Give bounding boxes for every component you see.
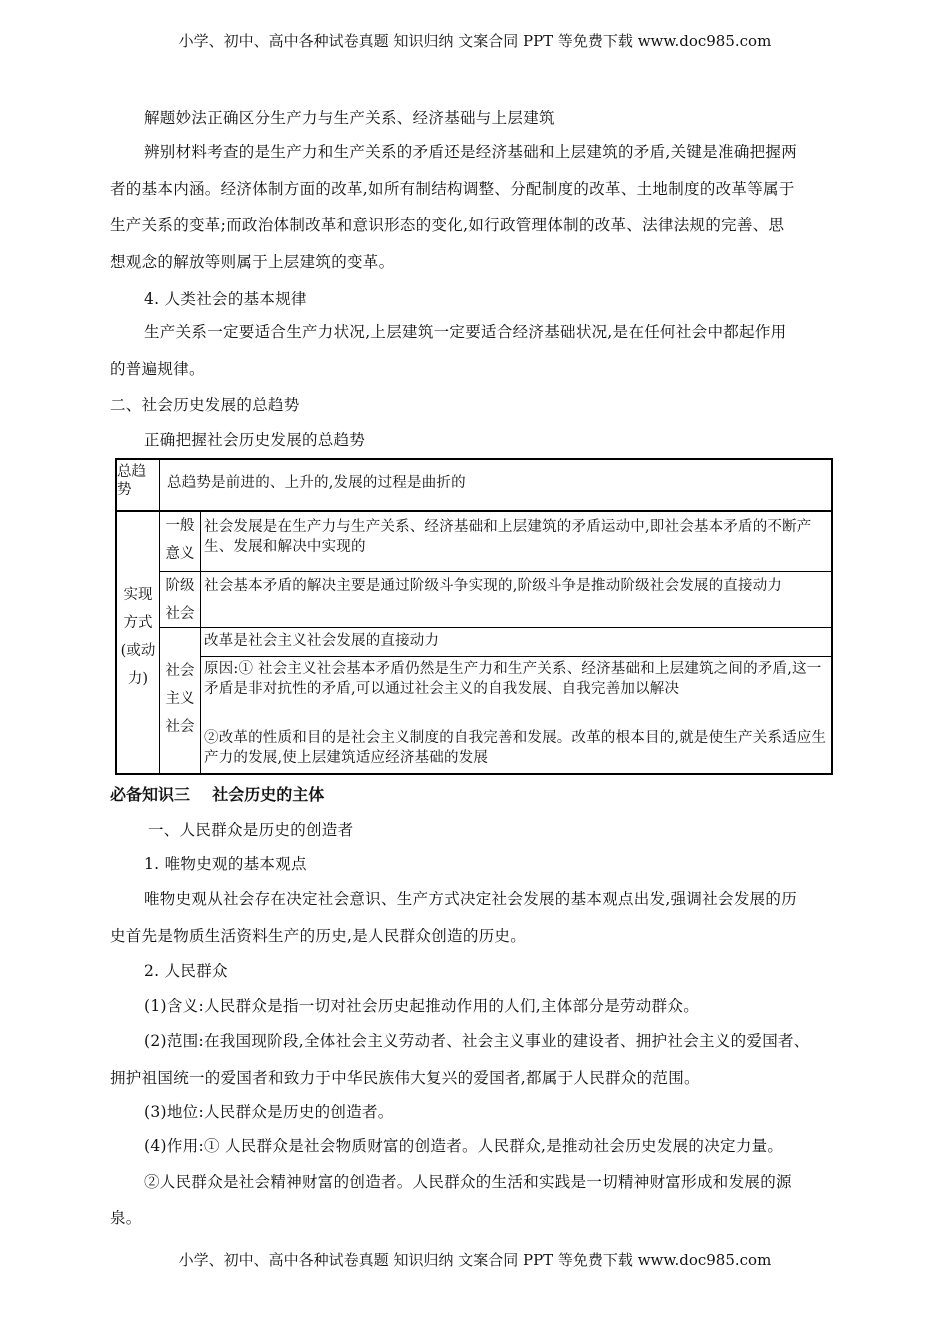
section-title: 必备知识三 社会历史的主体	[110, 785, 325, 804]
general-text: 社会发展是在生产力与生产关系、经济基础和上层建筑的矛盾运动中,即社会基本矛盾的不断产生、发展和解决中实现的	[204, 519, 812, 555]
trend-row-text: 总趋势是前进的、上升的,发展的过程是曲折的	[167, 475, 466, 491]
socialist-text-2: 原因:① 社会主义社会基本矛盾仍然是生产力和生产关系、经济基础和上层建筑之间的矛盾,这一矛盾是非对抗性的矛盾,可以通过社会主义的自我发展、自我完善加以解决	[204, 661, 822, 697]
tip-line: 生产关系的变革;而政治体制改革和意识形态的变化,如行政管理体制的改革、法律法规的完善、思	[110, 216, 785, 234]
masses-item: 拥护祖国统一的爱国者和致力于中华民族伟大复兴的爱国者,都属于人民群众的范围。	[110, 1069, 700, 1087]
method-head: 实现方式(或动力)	[120, 587, 156, 687]
class-head: 阶级社会	[165, 578, 195, 622]
page-footer: 小学、初中、高中各种试卷真题 知识归纳 文案合同 PPT 等免费下载 www.doc985.com	[178, 1251, 772, 1269]
trend-row-head: 总趋势	[117, 464, 146, 498]
page-header: 小学、初中、高中各种试卷真题 知识归纳 文案合同 PPT 等免费下载 www.doc985.com	[178, 32, 772, 50]
socialist-text-1: 改革是社会主义社会发展的直接动力	[204, 633, 440, 649]
class-text: 社会基本矛盾的解决主要是通过阶级斗争实现的,阶级斗争是推动阶级社会发展的直接动力	[204, 578, 783, 594]
tip-title: 解题妙法正确区分生产力与生产关系、经济基础与上层建筑	[144, 109, 555, 127]
tip-line: 想观念的解放等则属于上层建筑的变革。	[110, 253, 395, 271]
masses-item: (2)范围:在我国现阶段,全体社会主义劳动者、社会主义事业的建设者、拥护社会主义的爱国者、	[144, 1032, 810, 1050]
tip-line: 辨别材料考查的是生产力和生产关系的矛盾还是经济基础和上层建筑的矛盾,关键是准确把握两	[144, 143, 798, 161]
viewpoint-title: 1. 唯物史观的基本观点	[144, 855, 307, 873]
law-line: 的普遍规律。	[110, 360, 205, 378]
masses-item: (1)含义:人民群众是指一切对社会历史起推动作用的人们,主体部分是劳动群众。	[144, 997, 700, 1015]
trend-heading: 二、社会历史发展的总趋势	[110, 396, 300, 414]
socialist-head: 社会主义社会	[165, 663, 195, 735]
masses-title: 2. 人民群众	[144, 962, 228, 980]
trend-subheading: 正确把握社会历史发展的总趋势	[144, 431, 366, 449]
masses-item: (4)作用:① 人民群众是社会物质财富的创造者。人民群众,是推动社会历史发展的决定力量。	[144, 1137, 784, 1155]
trend-table	[115, 458, 833, 775]
socialist-text-3: ②改革的性质和目的是社会主义制度的自我完善和发展。改革的根本目的,就是使生产关系适应生产力的发展,使上层建筑适应经济基础的发展	[204, 730, 827, 766]
tip-line: 者的基本内涵。经济体制方面的改革,如所有制结构调整、分配制度的改革、土地制度的改革等属于	[110, 180, 795, 198]
viewpoint-line: 史首先是物质生活资料生产的历史,是人民群众创造的历史。	[110, 927, 527, 945]
masses-item: 泉。	[110, 1209, 142, 1227]
general-head: 一般意义	[165, 518, 195, 562]
law-line: 生产关系一定要适合生产力状况,上层建筑一定要适合经济基础状况,是在任何社会中都起作用	[144, 323, 787, 341]
sec3-heading: 一、人民群众是历史的创造者	[148, 821, 354, 839]
law-title: 4. 人类社会的基本规律	[144, 290, 307, 308]
viewpoint-line: 唯物史观从社会存在决定社会意识、生产方式决定社会发展的基本观点出发,强调社会发展的历	[144, 890, 798, 908]
masses-item: ②人民群众是社会精神财富的创造者。人民群众的生活和实践是一切精神财富形成和发展的源	[144, 1173, 792, 1191]
masses-item: (3)地位:人民群众是历史的创造者。	[144, 1103, 394, 1121]
